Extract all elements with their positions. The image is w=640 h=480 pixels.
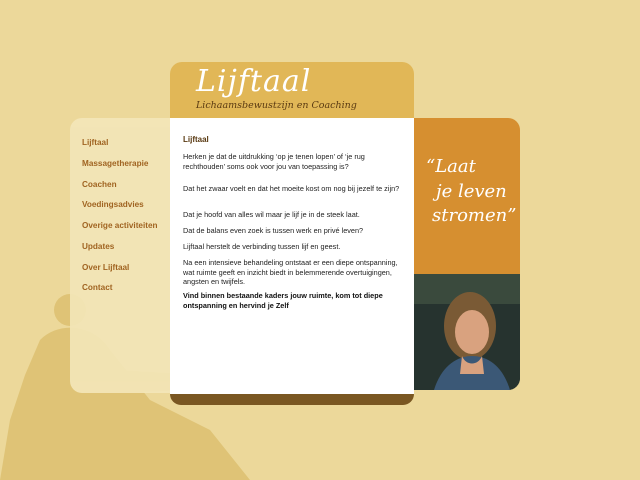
portrait-photo (414, 274, 520, 390)
site-tagline: Lichaamsbewustzijn en Coaching (196, 100, 357, 111)
nav-item-updates[interactable]: Updates (82, 242, 115, 251)
content-paragraph: Lijftaal herstelt de verbinding tussen lijf en geest. (183, 242, 341, 251)
content-paragraph: Dat de balans even zoek is tussen werk en privé leven? (183, 226, 364, 235)
nav-item-contact[interactable]: Contact (82, 283, 113, 292)
site-logo[interactable]: Lijftaal (196, 64, 312, 99)
main-content (170, 118, 414, 394)
quote-panel (414, 118, 520, 274)
quote-line-2: je leven (436, 181, 507, 202)
quote-line-1: “Laat (426, 156, 476, 177)
nav-item-voedingsadvies[interactable]: Voedingsadvies (82, 200, 144, 209)
nav-item-over-lijftaal[interactable]: Over Lijftaal (82, 263, 130, 272)
content-paragraph: Dat het zwaar voelt en dat het moeite kost om nog bij jezelf te zijn? (183, 184, 400, 193)
nav-item-overige-activiteiten[interactable]: Overige activiteiten (82, 221, 158, 230)
nav-item-massagetherapie[interactable]: Massagetherapie (82, 159, 149, 168)
site-header (170, 62, 414, 118)
content-paragraph: Dat je hoofd van alles wil maar je lijf je in de steek laat. (183, 210, 360, 219)
content-footer-bar (170, 394, 414, 405)
sidebar-nav (70, 118, 170, 393)
content-closing-statement: Vind binnen bestaande kaders jouw ruimte, kom tot diepe ontspanning en hervind je Zelf (183, 291, 383, 310)
content-heading: Lijftaal (183, 135, 209, 144)
content-paragraph: Na een intensieve behandeling ontstaat er een diepe ontspanning, wat ruimte geeft en inzicht biedt in belemmerende overtuigingen, angsten en twijfels. (183, 258, 398, 286)
nav-item-lijftaal[interactable]: Lijftaal (82, 138, 109, 147)
quote-line-3: stromen” (432, 205, 517, 226)
content-paragraph: Herken je dat de uitdrukking ‘op je tenen lopen’ of ‘je rug rechthouden’ soms ook voor jou van toepassing is? (183, 152, 365, 171)
nav-item-coachen[interactable]: Coachen (82, 180, 117, 189)
